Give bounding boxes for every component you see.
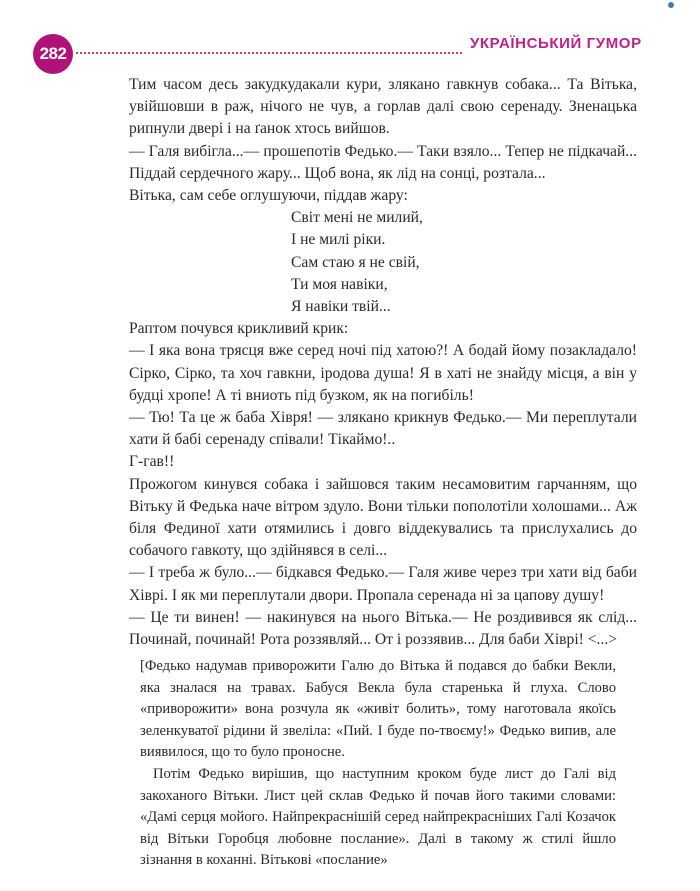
verse-line: І не милі ріки. [291, 231, 386, 249]
paragraph: — Це ти винен! — накинувся на нього Вітька.— Не роздивився як слід... Починай, починай! Рота роззявляй... От і роззявив... Для баби Хіврі! <...> [129, 608, 637, 649]
verse-line: Я навіки твій... [291, 298, 391, 316]
paragraph: — І яка вона трясця вже серед ночі під хатою?! А бодай йому позакладало! Сірко, Сірко, та хоч гавкни, іродова душа! Я в хаті не знайду місця, а він у будці хропе! А ті вниоть під бузком, як на погибіль! [129, 342, 637, 404]
paragraph: Вітька, сам себе оглушуючи, піддав жару: [129, 187, 408, 205]
paragraph: — Тю! Та це ж баба Хівря! — злякано крикнув Федько.— Ми переплутали хати й бабі серенаду співали! Тікаймо!.. [129, 409, 637, 449]
paragraph: — Галя вибігла...— прошепотів Федько.— Таки взяло... Тепер не підкачай... Піддай сердечного жару... Щоб вона, як лід на сонці, розтала... [129, 142, 637, 182]
verse-line: Ти моя навіки, [291, 275, 388, 293]
verse-line: Світ мені не милий, [291, 209, 423, 227]
header-dotted-rule [76, 52, 462, 54]
summary-paragraph: [Федько надумав приворожити Галю до Вітька й подався до бабки Векли, яка зналася на травах. Бабуся Векла була старенька й глуха. Слово «приворожити» вона розчула як «живіт болить», тому наготовала якоїсь зеленкуватої рідини й звеліла: «Пий. І буде по-твоєму!» Федько випив, але виявилося, що то було проносне. [140, 658, 616, 761]
summary-text [140, 656, 616, 872]
song-verse [291, 207, 637, 318]
paragraph: Раптом почувся крикливий крик: [129, 320, 349, 338]
paragraph: — І треба ж було...— бідкався Федько.— Галя живе через три хати від баби Хіврі. І як ми переплутали двори. Пропала серенада ні за цапову душу! [129, 564, 637, 604]
summary-paragraph: Потім Федько вирішив, що наступним кроком буде лист до Галі від закоханого Вітьки. Лист цей склав Федько й почав його такими словами: «Дамі серця мойого. Найпрекраснішій серед найпрекрасніших Галі Козачок від Вітьки Горобця любовне послание». Далі в такому ж стилі йшло зізнання в коханні. Вітькові «послание» [140, 765, 616, 869]
paragraph: Прожогом кинувся собака і зайшовся таким несамовитим гарчанням, що Вітьку й Федька наче вітром здуло. Вони тільки пополотіли холошами... Аж біля Фединої хати отямились і довго віддекувались та прислухались до собачого гавкоту, що здійнявся в селі... [129, 475, 637, 560]
verse-line: Сам стаю я не свій, [291, 253, 420, 271]
section-title: УКРАЇНСЬКИЙ ГУМОР [470, 35, 642, 52]
page-number-badge: 282 [33, 34, 73, 74]
paragraph: Г-гав!! [129, 453, 175, 471]
paragraph: Тим часом десь закудкудакали кури, злякано гавкнув собака... Та Вітька, увійшовши в раж, нічого не чув, а горлав далі свою серенаду. Зненацька рипнули двері і на ґанок хтось вийшов. [129, 76, 637, 138]
corner-logo-icon [668, 2, 676, 9]
main-text [129, 74, 637, 651]
